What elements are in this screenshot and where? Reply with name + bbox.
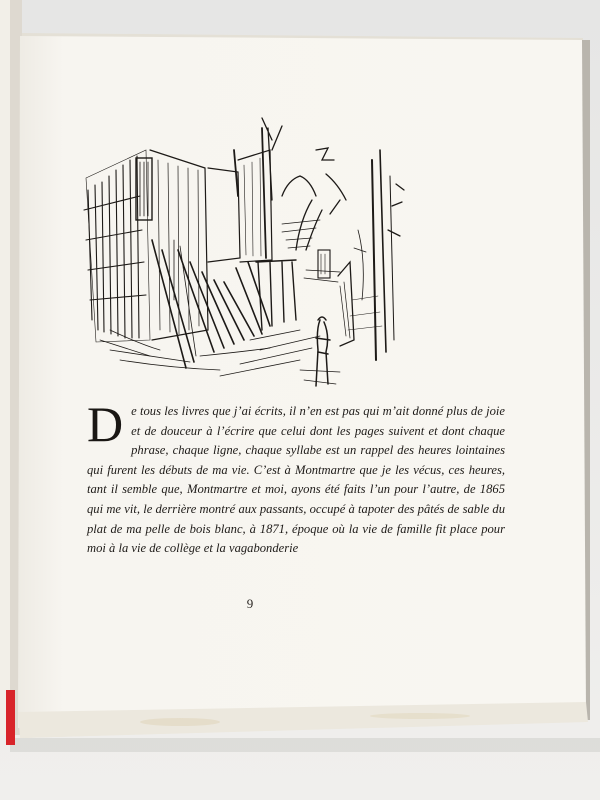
foxing-stain (370, 713, 470, 719)
body-paragraph (87, 396, 505, 559)
red-bookmark-ribbon (6, 690, 15, 745)
book-shadow (10, 738, 600, 752)
foxing-stain (140, 718, 220, 726)
page-number: 9 (246, 596, 254, 611)
drop-cap-letter: D (87, 396, 124, 452)
main-page (18, 36, 586, 728)
body-text: e tous les livres que j’ai écrits, il n’en est pas qui m’ait donné plus de joie et de douceur à l’écrire que celui dont les pages suivent et dont chaque phrase, chaque ligne, chaque syllabe est un rappel des heures lointaines qui furent les débuts de ma vie. C’est à Montmartre que je les vécus, ces heures, tant il semble que, Montmartre et moi, ayons été faits l’un pour l’autre, de 1865 qui me vit, le derrière montré aux passants, occupé à tapoter des pâtés de sable du plat de ma pelle de bois blanc, à 1871, époque où la vie de famille fit place pour moi à la vie de collège et la vagabonderie (87, 404, 505, 556)
